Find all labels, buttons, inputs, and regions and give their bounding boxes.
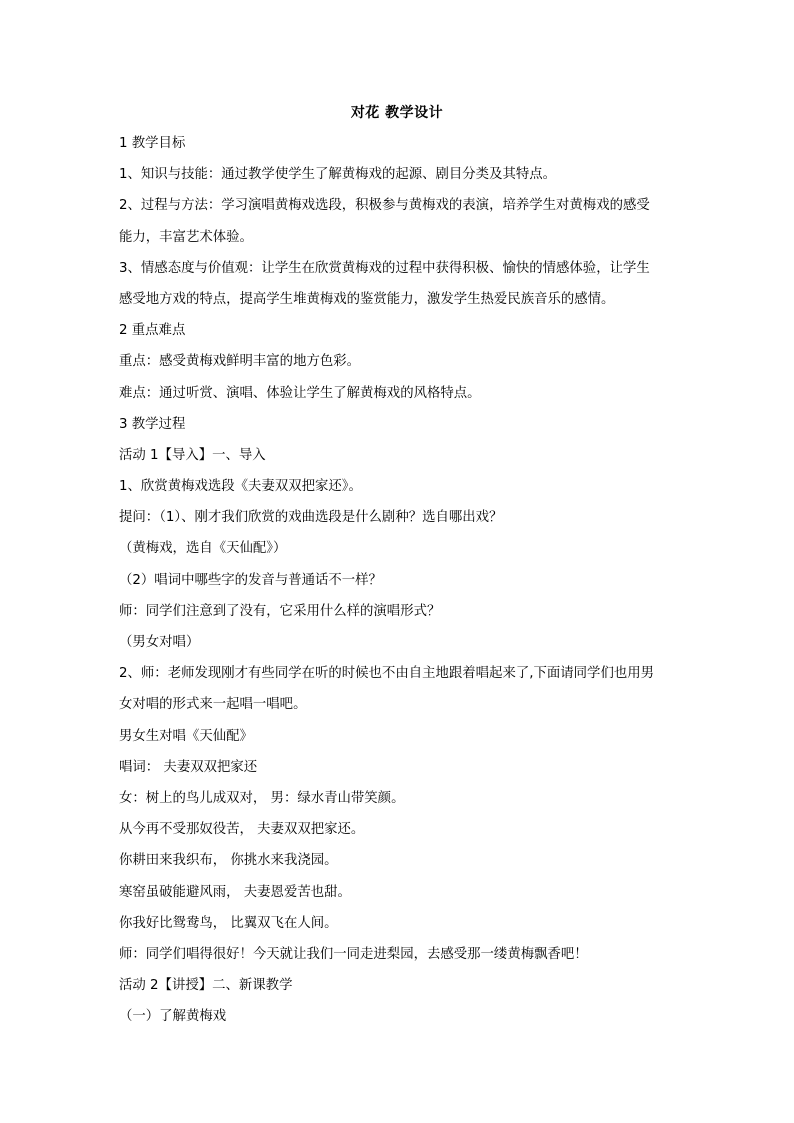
- lyrics-line-4: 寒窑虽破能避风雨， 夫妻恩爱苦也甜。: [119, 884, 351, 900]
- duet-heading: 男女生对唱《天仙配》: [119, 728, 253, 744]
- objective-process-continued: 能力，丰富艺术体验。: [119, 229, 253, 245]
- section-heading-objectives: 1 教学目标: [119, 136, 186, 151]
- subsection-understand: （一）了解黄梅戏: [119, 1009, 227, 1025]
- section-heading-process: 3 教学过程: [119, 416, 186, 432]
- question-1: 提问：（1）、刚才我们欣赏的戏曲选段是什么剧种？选自哪出戏？: [119, 510, 503, 526]
- objective-attitude-continued: 感受地方戏的特点，提高学生堆黄梅戏的鉴赏能力，激发学生热爱民族音乐的感情。: [119, 291, 615, 307]
- lyrics-line-3: 你耕田来我织布， 你挑水来我浇园。: [119, 853, 338, 869]
- lyrics-line-1: 女：树上的鸟儿成双对， 男：绿水青山带笑颜。: [119, 790, 405, 806]
- key-point: 重点：感受黄梅戏鲜明丰富的地方色彩。: [119, 354, 361, 370]
- question-2: （2）唱词中哪些字的发音与普通话不一样？: [119, 572, 382, 588]
- objective-knowledge: 1、知识与技能：通过教学使学生了解黄梅戏的起源、剧目分类及其特点。: [119, 167, 557, 183]
- step-sing: 2、师：老师发现刚才有些同学在听的时候也不由自主地跟着唱起来了,下面请同学们也用男: [119, 666, 655, 682]
- answer-2: （男女对唱）: [119, 635, 200, 650]
- answer-1: （黄梅戏，选自《天仙配》）: [119, 541, 287, 557]
- difficult-point: 难点：通过听赏、演唱、体验让学生了解黄梅戏的风格特点。: [119, 385, 481, 401]
- teacher-question: 师：同学们注意到了没有，它采用什么样的演唱形式？: [119, 603, 441, 619]
- objective-process: 2、过程与方法：学习演唱黄梅戏选段，积极参与黄梅戏的表演，培养学生对黄梅戏的感受: [119, 198, 650, 214]
- activity-1-heading: 活动 1【导入】一、导入: [119, 447, 266, 463]
- lyrics-line-5: 你我好比鸳鸯鸟， 比翼双飞在人间。: [119, 915, 338, 931]
- objective-attitude: 3、情感态度与价值观：让学生在欣赏黄梅戏的过程中获得积极、愉快的情感体验，让学生: [119, 260, 650, 276]
- section-heading-key-points: 2 重点难点: [119, 323, 186, 339]
- step-appreciate: 1、欣赏黄梅戏选段《夫妻双双把家还》。: [119, 479, 362, 495]
- lyrics-title: 唱词： 夫妻双双把家还: [119, 759, 258, 775]
- activity-2-heading: 活动 2【讲授】二、新课教学: [119, 978, 293, 994]
- teacher-praise: 师：同学们唱得很好！今天就让我们一同走进梨园，去感受那一缕黄梅飘香吧！: [119, 946, 588, 962]
- document-body: [119, 132, 685, 1036]
- lyrics-line-2: 从今再不受那奴役苦， 夫妻双双把家还。: [119, 822, 365, 838]
- document-title: 对花 教学设计: [350, 105, 444, 121]
- step-sing-continued: 女对唱的形式来一起唱一唱吧。: [119, 697, 307, 713]
